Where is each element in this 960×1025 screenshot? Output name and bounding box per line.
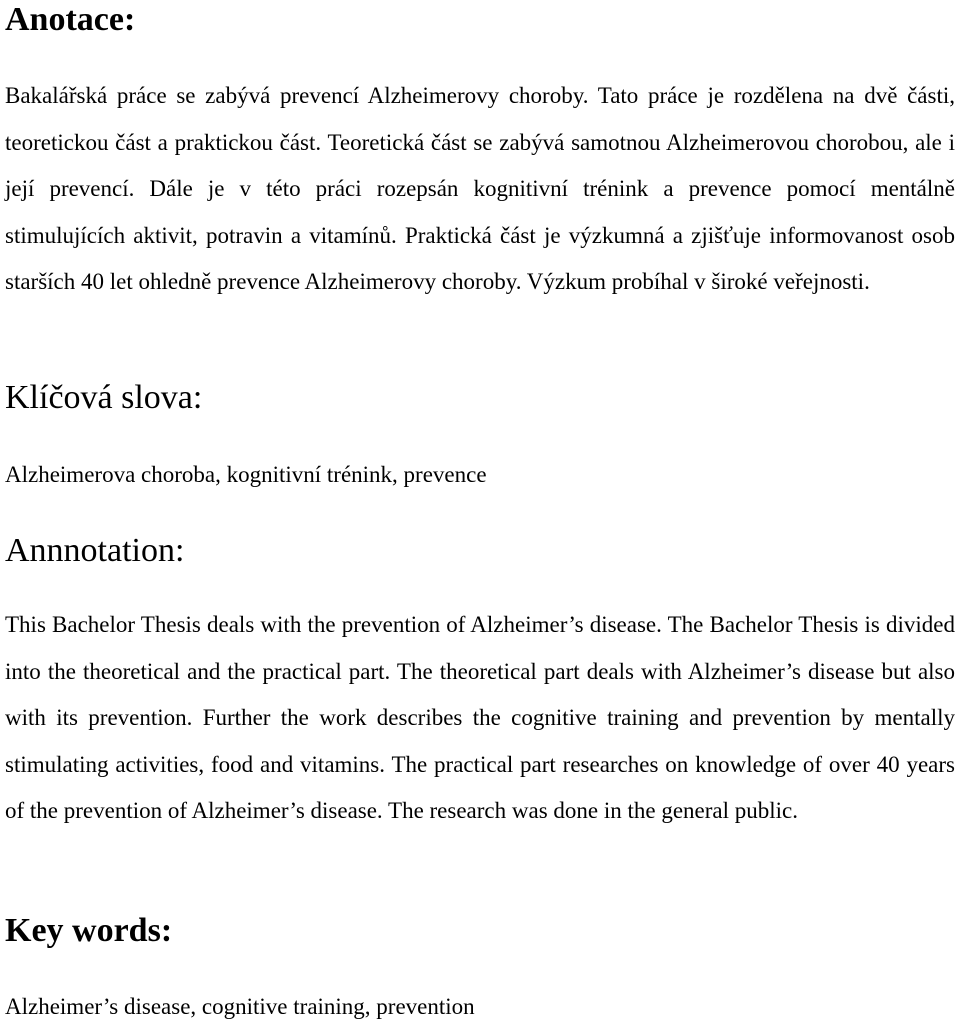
english-keywords-heading: Key words: (5, 912, 173, 949)
czech-abstract-text: Bakalářská práce se zabývá prevencí Alzheimerovy choroby. Tato práce je rozdělena na dvě části, teoretickou část a praktickou část. Teoretická část se zabývá samotnou Alzheimerovou chorobou, ale i její prevencí. Dále je v této práci rozepsán kognitivní trénink a prevence pomocí mentálně stimulujících aktivit, potravin a vitamínů. Praktická část je výzkumná a zjišťuje informovanost osob starších 40 let ohledně prevence Alzheimerovy choroby. Výzkum probíhal v široké veřejnosti. (5, 83, 955, 294)
english-keywords-text: Alzheimer’s disease, cognitive training, prevention (5, 994, 475, 1019)
english-abstract-heading: Annnotation: (5, 532, 185, 569)
english-abstract-text: This Bachelor Thesis deals with the prevention of Alzheimer’s disease. The Bachelor Thesis is divided into the theoretical and the practical part. The theoretical part deals with Alzheimer’s disease but also with its prevention. Further the work describes the cognitive training and prevention by mentally stimulating activities, food and vitamins. The practical part researches on knowledge of over 40 years of the prevention of Alzheimer’s disease. The research was done in the general public. (5, 612, 955, 823)
czech-keywords-heading: Klíčová slova: (5, 379, 203, 416)
czech-abstract-heading: Anotace: (5, 1, 136, 38)
czech-keywords-text: Alzheimerova choroba, kognitivní trénink, prevence (5, 462, 487, 487)
